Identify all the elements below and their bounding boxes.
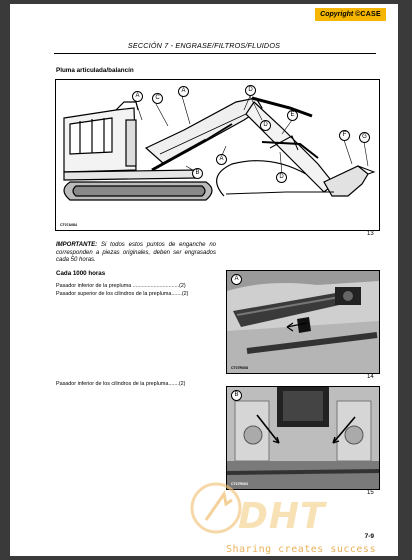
copyright-label: Copyright [320, 11, 354, 18]
figure1-code: CT07A084 [60, 223, 77, 227]
callout-d-1: D [245, 85, 256, 96]
callout-c: C [152, 93, 163, 104]
callout-a-1: A [132, 91, 143, 102]
figure-photo-b [226, 386, 380, 490]
photo-b-callout: B [231, 390, 242, 401]
figure2-code: CT07R008 [231, 366, 248, 370]
callout-d-2: D [260, 120, 271, 131]
lube-item-3: Pasador inferior de los cilindros de la prepluma.......(2) [56, 381, 186, 387]
page-number: 7-9 [364, 533, 374, 540]
figure1-number: 13 [367, 231, 374, 237]
figure3-number: 15 [367, 490, 374, 496]
important-text: Si todos estos puntos de enganche no corresponden a piezas originales, deben ser engrasados cada 50 horas. [56, 242, 217, 264]
callout-b: B [192, 168, 203, 179]
lube-item-1: Pasador inferior de la prepluma ...............................(2) [56, 283, 186, 289]
figure3-code: CT07R003 [231, 482, 248, 486]
callout-e: E [287, 110, 298, 121]
callout-d-3: D [276, 172, 287, 183]
section-title: SECCIÓN 7 - ENGRASE/FILTROS/FLUIDOS [127, 41, 281, 50]
page-subtitle: Pluma articulada/balancín [56, 67, 134, 74]
photo-a-drawing [227, 271, 379, 373]
callout-a-3: A [216, 154, 227, 165]
header-divider [54, 53, 376, 54]
watermark-text: Sharing creates success [226, 544, 376, 555]
manual-page [10, 4, 398, 556]
important-label: IMPORTANTE: [56, 242, 98, 248]
photo-b-drawing [227, 387, 379, 489]
watermark-letters: DHT [238, 496, 326, 537]
figure-photo-a [226, 270, 380, 374]
callout-a-2: A [178, 86, 189, 97]
figure-boom-arm [55, 79, 380, 231]
interval-heading: Cada 1000 horas [56, 270, 106, 277]
callout-f: F [339, 130, 350, 141]
callout-g: G [359, 132, 370, 143]
important-note [56, 242, 216, 265]
copyright-badge [315, 8, 386, 21]
case-logo-icon: © [355, 11, 361, 18]
brand-name: CASE [360, 11, 381, 18]
photo-a-callout: A [231, 274, 242, 285]
lube-item-2: Pasador superior de los cilindros de la prepluma.......(2) [56, 291, 189, 297]
figure2-number: 14 [367, 374, 374, 380]
